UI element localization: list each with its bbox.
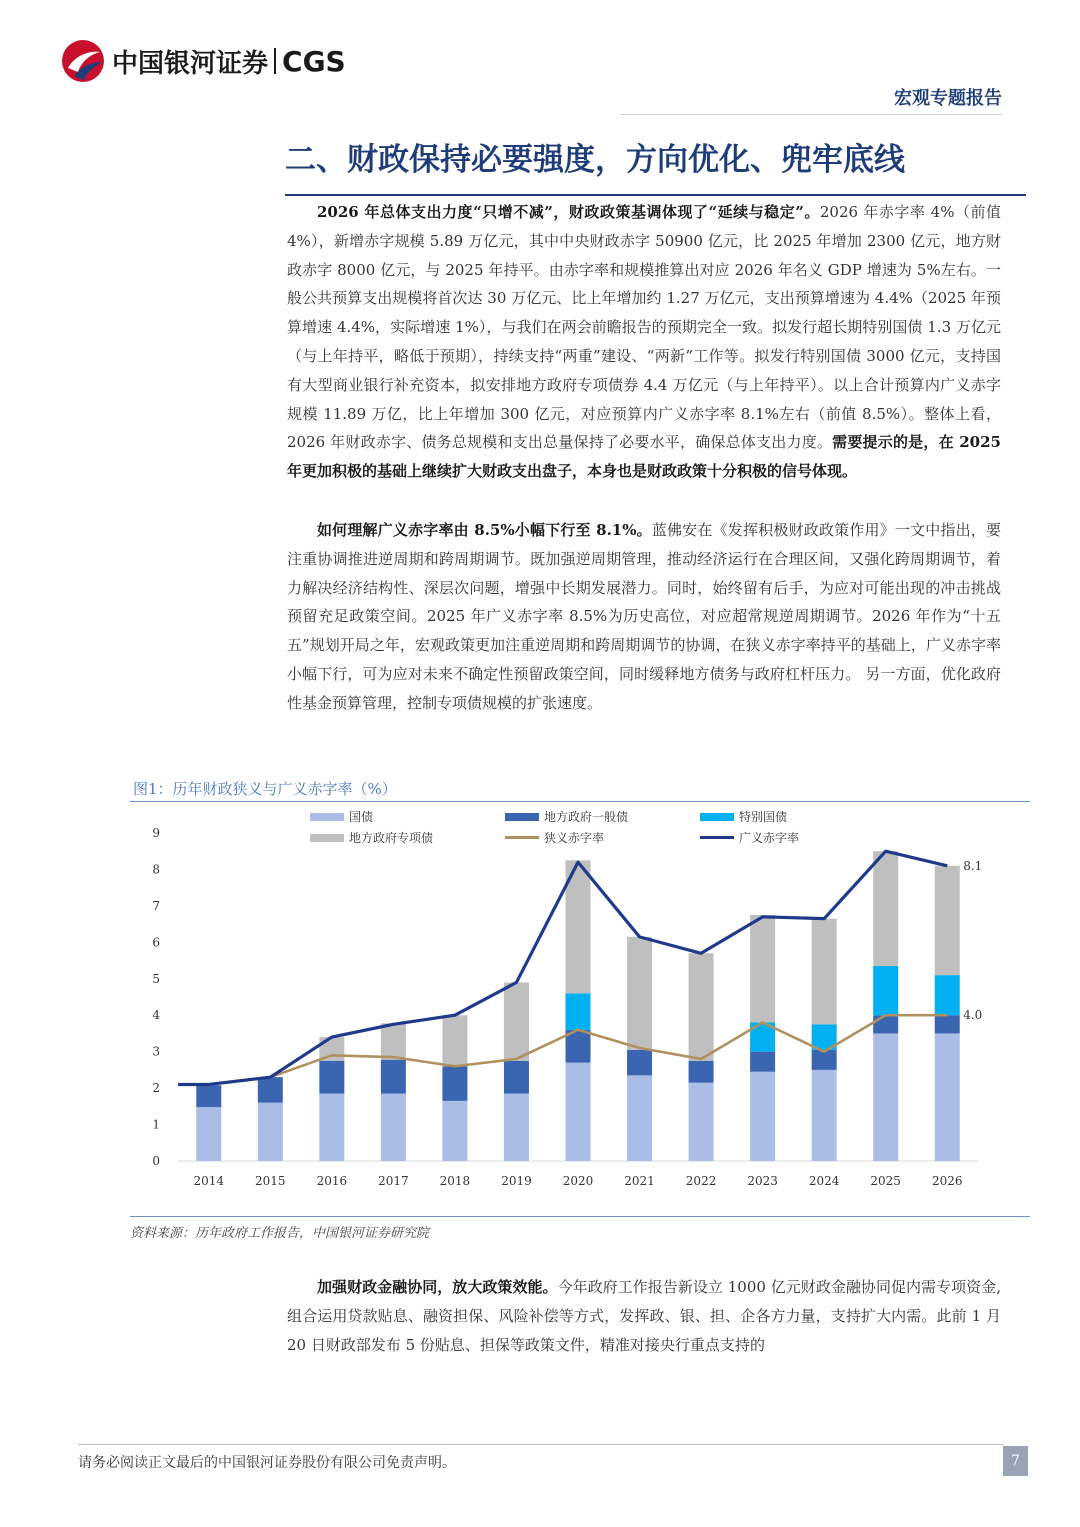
y-tick-label: 5: [152, 971, 160, 986]
title-divider: [285, 194, 1026, 196]
paragraph-3: [287, 1273, 1001, 1359]
bar-segment: [442, 1066, 467, 1101]
legend-label: 特别国债: [739, 810, 788, 824]
paragraph-1-lead: 2026 年总体支出力度“只增不减”，财政政策基调体现了“延续与稳定”。: [317, 203, 820, 221]
bar-segment: [873, 1015, 898, 1033]
y-tick-label: 3: [152, 1044, 160, 1059]
y-tick-label: 1: [152, 1117, 160, 1132]
paragraph-3-body: 今年政府工作报告新设立 1000 亿元财政金融协同促内需专项资金,组合运用贷款贴息、融资担保、风险补偿等方式，发挥政、银、担、企各方力量，支持扩大内需。此前 1 月 20 日财政部发布 5 份贴息、担保等政策文件，精准对接央行重点支持的: [287, 1278, 1001, 1354]
bar-segment: [566, 993, 591, 1029]
bar-segment: [689, 1083, 714, 1161]
bar-segment: [935, 975, 960, 1015]
figure-bottom-rule: [130, 1216, 1030, 1217]
figure-top-rule: [130, 801, 1030, 802]
y-tick-label: 7: [152, 898, 160, 913]
y-tick-label: 4: [152, 1008, 160, 1023]
bar-segment: [689, 953, 714, 1061]
bar-segment: [566, 1063, 591, 1161]
logo-separator: [274, 48, 276, 74]
bar-segment: [935, 1015, 960, 1033]
x-tick-label: 2019: [501, 1174, 532, 1188]
paragraph-2-lead: 如何理解广义赤字率由 8.5%小幅下行至 8.1%。: [317, 521, 652, 539]
x-tick-label: 2016: [316, 1174, 348, 1188]
bar-segment: [258, 1103, 283, 1161]
report-type-label: 宏观专题报告: [894, 88, 1002, 109]
logo-cgs-text: CGS: [282, 44, 346, 78]
bar-segment: [196, 1107, 221, 1161]
paragraph-1-body: 2026 年赤字率 4%（前值 4%），新增赤字规模 5.89 万亿元，其中中央财政赤字 50900 亿元，比 2025 年增加 2300 亿元，地方财政赤字 8000 亿元，与 2025 年持平。由赤字率和规模推算出对应 2026 年名义 GDP 增速为 5%左右。一般公共预算支出规模将首次达 30 万亿元、比上年增加约 1.27 万亿元，支出预算增速为 4.4%（2025 年预算增速 4.4%，实际增速 1%），与我们在两会前瞻报告的预期完全一致。拟发行超长期特别国债 1.3 万亿元（与上年持平，略低于预期），持续支持“两重”建设、“两新”工作等。拟发行特别国债 3000 亿元，支持国有大型商业银行补充资本，拟安排地方政府专项债券 4.4 万亿元（与上年持平）。以上合计预算内广义赤字规模 11.89 万亿，比上年增加 300 亿元，对应预算内广义赤字率 8.1%左右（前值 8.5%）。整体上看，2026 年财政赤字、债务总规模和支出总量保持了必要水平，确保总体支出力度。: [287, 203, 1001, 452]
legend-label: 地方政府专项债: [349, 831, 434, 845]
footer-divider: [78, 1444, 1004, 1445]
legend-label: 国债: [349, 810, 374, 824]
y-tick-label: 9: [152, 826, 160, 840]
bar-segment: [873, 1033, 898, 1161]
footer-disclaimer: 请务必阅读正文最后的中国银河证券股份有限公司免责声明。: [78, 1455, 456, 1471]
bar-segment: [442, 1015, 467, 1066]
page-number: 7: [1003, 1446, 1028, 1476]
logo-icon: [60, 38, 106, 84]
legend-label: 狭义赤字率: [544, 831, 605, 845]
bar-segment: [381, 1094, 406, 1161]
legend-label: 地方政府一般债: [544, 810, 629, 824]
bar-segment: [812, 1070, 837, 1161]
figure-source: 资料来源：历年政府工作报告，中国银河证券研究院: [130, 1226, 430, 1241]
bar-segment: [750, 1072, 775, 1161]
bar-segment: [627, 937, 652, 1050]
y-tick-label: 2: [152, 1081, 160, 1096]
x-tick-label: 2021: [624, 1174, 655, 1188]
x-tick-label: 2022: [685, 1174, 717, 1188]
x-tick-label: 2017: [378, 1174, 409, 1188]
x-tick-label: 2025: [870, 1174, 901, 1188]
bar-segment: [319, 1094, 344, 1161]
y-tick-label: 6: [152, 935, 160, 950]
logo-text: 中国银河证券: [112, 48, 269, 79]
bar-segment: [873, 851, 898, 966]
paragraph-1-emphasis: 需要提示的是，在 2025 年更加积极的基础上继续扩大财政支出盘子，本身也是财政政策十分积极的信号体现。: [287, 433, 1001, 481]
x-tick-label: 2024: [808, 1174, 840, 1188]
bar-segment: [750, 1052, 775, 1072]
paragraph-2-body: 蓝佛安在《发挥积极财政政策作用》一文中指出，要注重协调推进逆周期和跨周期调节。既加强逆周期管理，推动经济运行在合理区间，又强化跨周期调节，着力解决经济结构性、深层次问题，增强中长期发展潜力。同时，始终留有后手，为应对可能出现的冲击挑战预留充足政策空间。2025 年广义赤字率 8.5%为历史高位，对应超常规逆周期调节。2026 年作为“十五五”规划开局之年，宏观政策更加注重逆周期和跨周期调节的协调，在狭义赤字率持平的基础上，广义赤字率小幅下行，可为应对未来不确定性预留政策空间，同时缓释地方债务与政府杠杆压力。 另一方面，优化政府性基金预算管理，控制专项债规模的扩张速度。: [287, 521, 1001, 712]
bar-segment: [627, 1075, 652, 1161]
x-tick-label: 2023: [747, 1174, 778, 1188]
bar-segment: [196, 1085, 221, 1107]
x-tick-label: 2014: [193, 1174, 225, 1188]
x-tick-label: 2020: [562, 1174, 594, 1188]
x-tick-label: 2015: [255, 1174, 286, 1188]
bar-segment: [442, 1101, 467, 1161]
bar-segment: [689, 1061, 714, 1083]
bar-segment: [750, 915, 775, 1023]
bar-segment: [935, 1033, 960, 1161]
bar-segment: [381, 1023, 406, 1059]
deficit-rate-chart: [130, 803, 1010, 1213]
bar-segment: [504, 982, 529, 1060]
bar-segment: [381, 1060, 406, 1094]
x-tick-label: 2026: [931, 1174, 963, 1188]
paragraph-3-lead: 加强财政金融协同，放大政策效能。: [317, 1278, 558, 1296]
paragraph-1: [287, 198, 1001, 486]
bar-segment: [504, 1061, 529, 1094]
paragraph-2: [287, 516, 1001, 718]
bar-segment: [812, 919, 837, 1025]
data-label: 8.1: [963, 858, 983, 873]
figure-caption: 图1：历年财政狭义与广义赤字率（%）: [133, 780, 397, 798]
bar-segment: [504, 1094, 529, 1161]
x-tick-label: 2018: [439, 1174, 471, 1188]
data-label: 4.0: [963, 1008, 983, 1023]
y-tick-label: 0: [152, 1154, 160, 1168]
bar-segment: [319, 1061, 344, 1094]
bar-segment: [935, 866, 960, 975]
bar-segment: [258, 1077, 283, 1103]
header-divider: [620, 114, 1002, 115]
legend-label: 广义赤字率: [739, 831, 800, 845]
section-title: 二、财政保持必要强度，方向优化、兜牢底线: [285, 142, 905, 178]
y-tick-label: 8: [152, 862, 160, 877]
bar-segment: [873, 966, 898, 1015]
bar-segment: [627, 1050, 652, 1076]
company-logo: [60, 38, 346, 84]
